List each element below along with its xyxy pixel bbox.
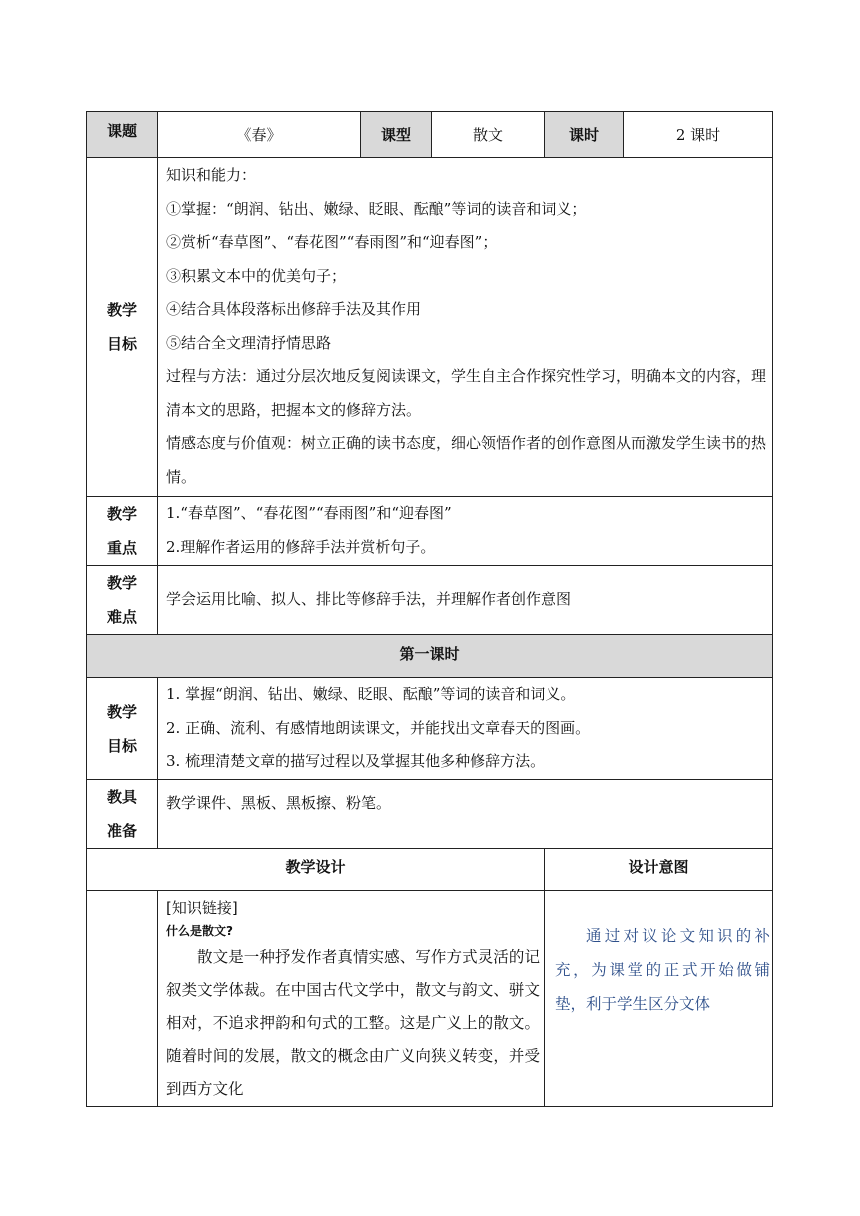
- key-points-label-line-1: 教学: [106, 505, 137, 523]
- difficulties-content: [158, 566, 773, 635]
- lesson-goals-label: [87, 678, 158, 780]
- topic-value: 《春》: [158, 112, 361, 158]
- section-title: 第一课时: [87, 635, 773, 678]
- difficulties-text: 学会运用比喻、拟人、排比等修辞手法，并理解作者创作意图: [166, 590, 572, 609]
- key-points-label-line-2: 重点: [106, 539, 137, 557]
- goals-line: ⑤结合全文理清抒情思路: [166, 333, 332, 352]
- question-text: 什么是散文?: [166, 924, 233, 938]
- tools-label-line-1: 教具: [106, 788, 137, 806]
- topic-label: 课题: [87, 112, 158, 158]
- tools-text: 教学课件、黑板、黑板擦、粉笔。: [166, 794, 392, 812]
- intent-text: 通过对议论文知识的补充，为课堂的正式开始做铺垫，利于学生区分文体: [555, 927, 770, 1013]
- lesson-plan-document: [86, 111, 772, 1107]
- goals-row: [87, 158, 773, 497]
- lesson-plan-table: [86, 111, 773, 1107]
- lesson-goal-line: 3. 梳理清楚文章的描写过程以及掌握其他多种修辞方法。: [166, 752, 546, 770]
- key-points-label: [87, 497, 158, 566]
- type-label: 课型: [361, 112, 432, 158]
- difficulties-label: [87, 566, 158, 635]
- tools-content: [158, 780, 773, 849]
- lesson-goal-line: 1. 掌握“朗润、钻出、嫩绿、眨眼、酝酿”等词的读音和词义。: [166, 685, 576, 703]
- knowledge-link-title: [知识链接]: [166, 899, 238, 917]
- lesson-goals-content: [158, 678, 773, 780]
- difficulties-label-line-2: 难点: [106, 608, 137, 626]
- type-value: 散文: [432, 112, 545, 158]
- section-row: [87, 635, 773, 678]
- goals-content: [158, 158, 773, 497]
- tools-row: [87, 780, 773, 849]
- goals-label-line-2: 目标: [106, 335, 137, 353]
- lesson-goals-label-line-1: 教学: [106, 702, 137, 721]
- hours-label: 课时: [545, 112, 624, 158]
- goals-line: ③积累文本中的优美句子；: [166, 266, 347, 285]
- essay-paragraph: 散文是一种抒发作者真情实感、写作方式灵活的记叙类文学体裁。在中国古代文学中，散文与韵文、骈文相对，不追求押韵和句式的工整。这是广义上的散文。随着时间的发展，散文的概念由广义向狭义转变，并受到西方文化: [166, 948, 540, 1098]
- goals-line: ④结合具体段落标出修辞手法及其作用: [166, 300, 422, 318]
- design-header-row: [87, 849, 773, 891]
- key-point-line: 1.“春草图”、“春花图”“春雨图”和“迎春图”: [166, 504, 452, 522]
- hours-value: 2 课时: [624, 112, 773, 158]
- lesson-goals-row: [87, 678, 773, 780]
- key-point-line: 2.理解作者运用的修辞手法并赏析句子。: [166, 537, 436, 556]
- goals-line: 情感态度与价值观：树立正确的读书态度，细心领悟作者的创作意图从而激发学生读书的热情。: [166, 434, 767, 486]
- intent-header: 设计意图: [545, 849, 773, 891]
- key-points-content: [158, 497, 773, 566]
- lesson-goal-line: 2. 正确、流利、有感情地朗读课文，并能找出文章春天的图画。: [166, 718, 591, 737]
- design-empty-cell: [87, 891, 158, 1107]
- design-header: 教学设计: [87, 849, 545, 891]
- goals-line: 知识和能力：: [166, 166, 257, 184]
- goals-line: 过程与方法：通过分层次地反复阅读课文，学生自主合作探究性学习，明确本文的内容，理清本文的思路，把握本文的修辞方法。: [166, 367, 767, 419]
- goals-label: [87, 158, 158, 497]
- tools-label-line-2: 准备: [106, 822, 137, 840]
- goals-label-line-1: 教学: [106, 301, 137, 319]
- tools-label: [87, 780, 158, 849]
- header-row: [87, 112, 773, 158]
- design-content: [158, 891, 545, 1107]
- intent-content: [545, 891, 773, 1107]
- key-points-row: [87, 497, 773, 566]
- design-content-row: [87, 891, 773, 1107]
- difficulties-row: [87, 566, 773, 635]
- goals-line: ②赏析“春草图”、“春花图”“春雨图”和“迎春图”；: [166, 233, 498, 251]
- goals-line: ①掌握：“朗润、钻出、嫩绿、眨眼、酝酿”等词的读音和词义；: [166, 199, 587, 218]
- lesson-goals-label-line-2: 目标: [106, 736, 137, 755]
- difficulties-label-line-1: 教学: [106, 574, 137, 592]
